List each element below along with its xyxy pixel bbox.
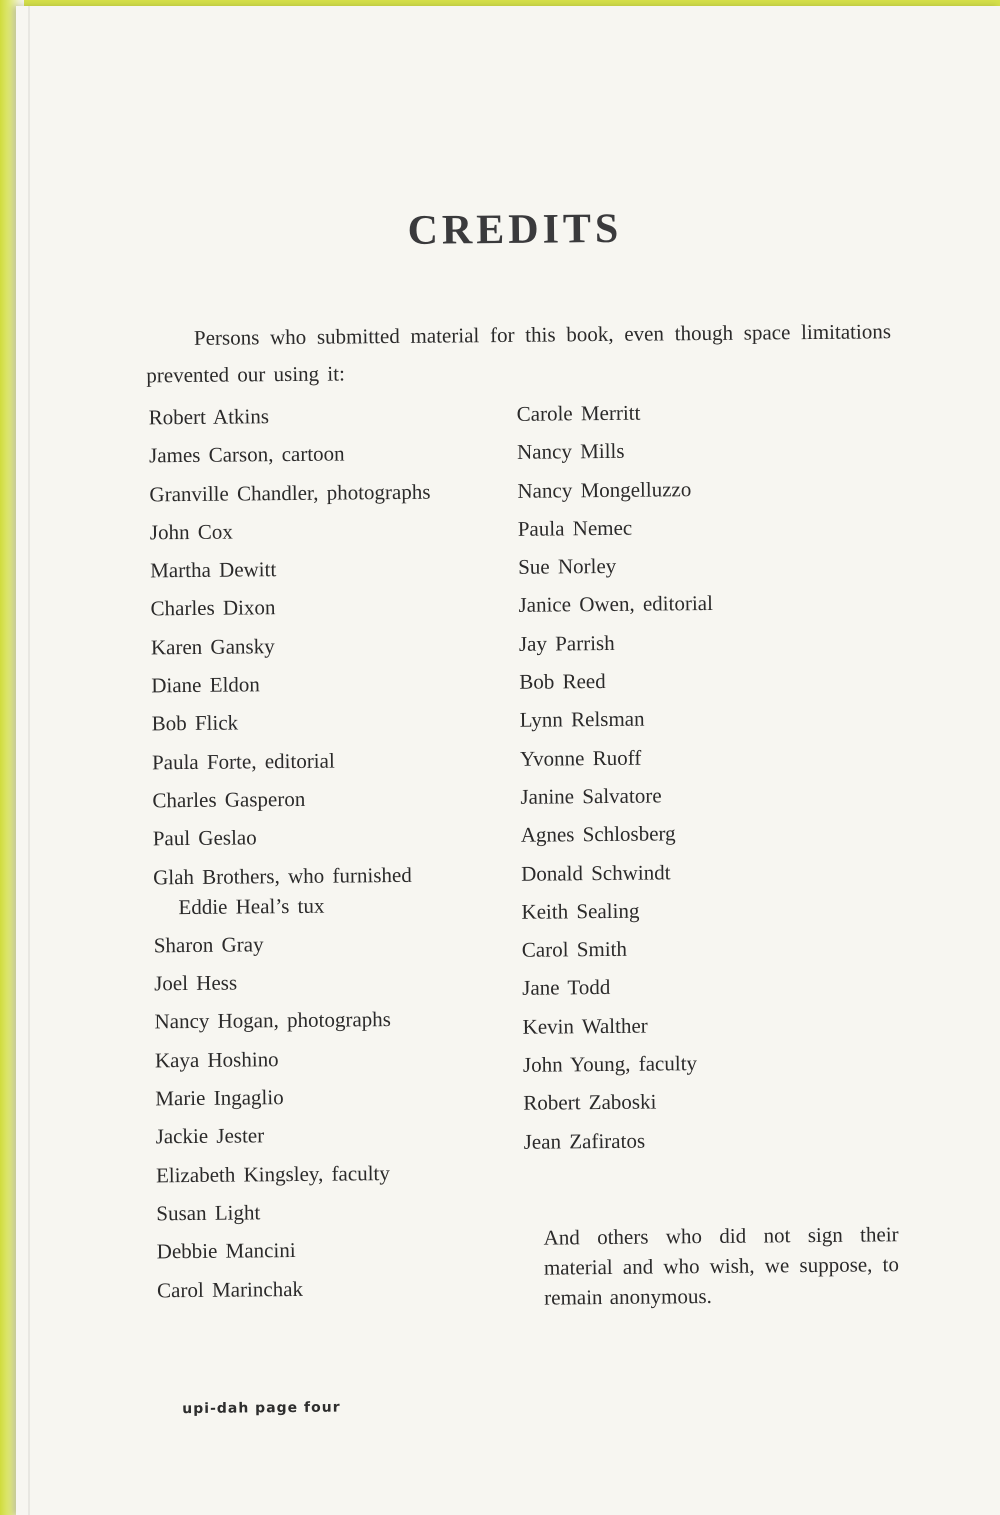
credit-name: Paula Nemec	[517, 515, 633, 541]
credit-name: John Young, faculty	[522, 1051, 698, 1077]
credit-name: Keith Sealing	[521, 898, 640, 924]
credit-name: Bob Flick	[151, 710, 239, 736]
credit-name: Nancy Mills	[516, 439, 625, 465]
intro-paragraph: Persons who submitted material for this book, even though space limitations prevented our using it:	[146, 319, 892, 388]
credit-name: Joel Hess	[154, 970, 238, 996]
credit-name: Elizabeth Kingsley, faculty	[155, 1160, 390, 1187]
credit-name: Paul Geslao	[152, 825, 257, 851]
credit-name: Yvonne Ruoff	[519, 745, 642, 771]
credit-name: Martha Dewitt	[150, 557, 277, 583]
credit-name: Carol Smith	[521, 936, 628, 962]
credit-name: Charles Gasperon	[152, 786, 306, 813]
credit-name: Susan Light	[156, 1200, 261, 1226]
credit-name: Jean Zafiratos	[523, 1128, 646, 1154]
credit-name: Jay Parrish	[518, 630, 615, 656]
credit-name: Carol Marinchak	[156, 1276, 304, 1302]
credit-name: Lynn Relsman	[519, 706, 645, 733]
credit-name: James Carson, cartoon	[148, 441, 345, 468]
credit-name: Debbie Mancini	[156, 1238, 296, 1264]
credit-name: Sue Norley	[518, 554, 617, 580]
credit-entry-glah-brothers	[153, 854, 514, 926]
credits-right-column	[517, 391, 904, 1161]
credit-name: Janine Salvatore	[520, 783, 662, 809]
credit-name: Granville Chandler, photographs	[149, 479, 431, 506]
credits-left-column	[149, 395, 518, 1309]
credit-name: Glah Brothers, who furnished	[153, 862, 412, 889]
credit-name: John Cox	[149, 519, 233, 545]
credit-name: Bob Reed	[519, 669, 606, 694]
credit-name: Robert Atkins	[148, 404, 270, 430]
credit-name: Nancy Mongelluzzo	[517, 476, 692, 503]
credit-name: Carole Merritt	[516, 400, 641, 426]
credit-name: Paula Forte, editorial	[151, 748, 335, 775]
page-title: CREDITS	[407, 205, 623, 254]
credit-name: Janice Owen, editorial	[518, 591, 713, 618]
credit-name: Robert Zaboski	[523, 1089, 657, 1116]
credit-name: Karen Gansky	[150, 633, 275, 660]
credit-name: Marie Ingaglio	[155, 1085, 284, 1111]
credit-name: Agnes Schlosberg	[520, 821, 676, 848]
page-footer: upi-dah page four	[182, 1399, 341, 1418]
credit-name: Kaya Hoshino	[154, 1046, 279, 1073]
credit-name: Diane Eldon	[151, 672, 260, 698]
credit-name: Kevin Walther	[522, 1013, 648, 1039]
credit-name: Jane Todd	[522, 975, 611, 1001]
closing-paragraph: And others who did not sign their material and who wish, we suppose, to remain anonymous.	[543, 1222, 900, 1310]
credit-continuation: Eddie Heal’s tux	[178, 893, 325, 919]
credit-name: Nancy Hogan, photographs	[154, 1007, 392, 1034]
credit-name: Jackie Jester	[155, 1123, 265, 1149]
credit-name: Charles Dixon	[150, 595, 276, 621]
credit-name: Donald Schwindt	[521, 859, 671, 886]
credit-name: Sharon Gray	[153, 932, 264, 958]
